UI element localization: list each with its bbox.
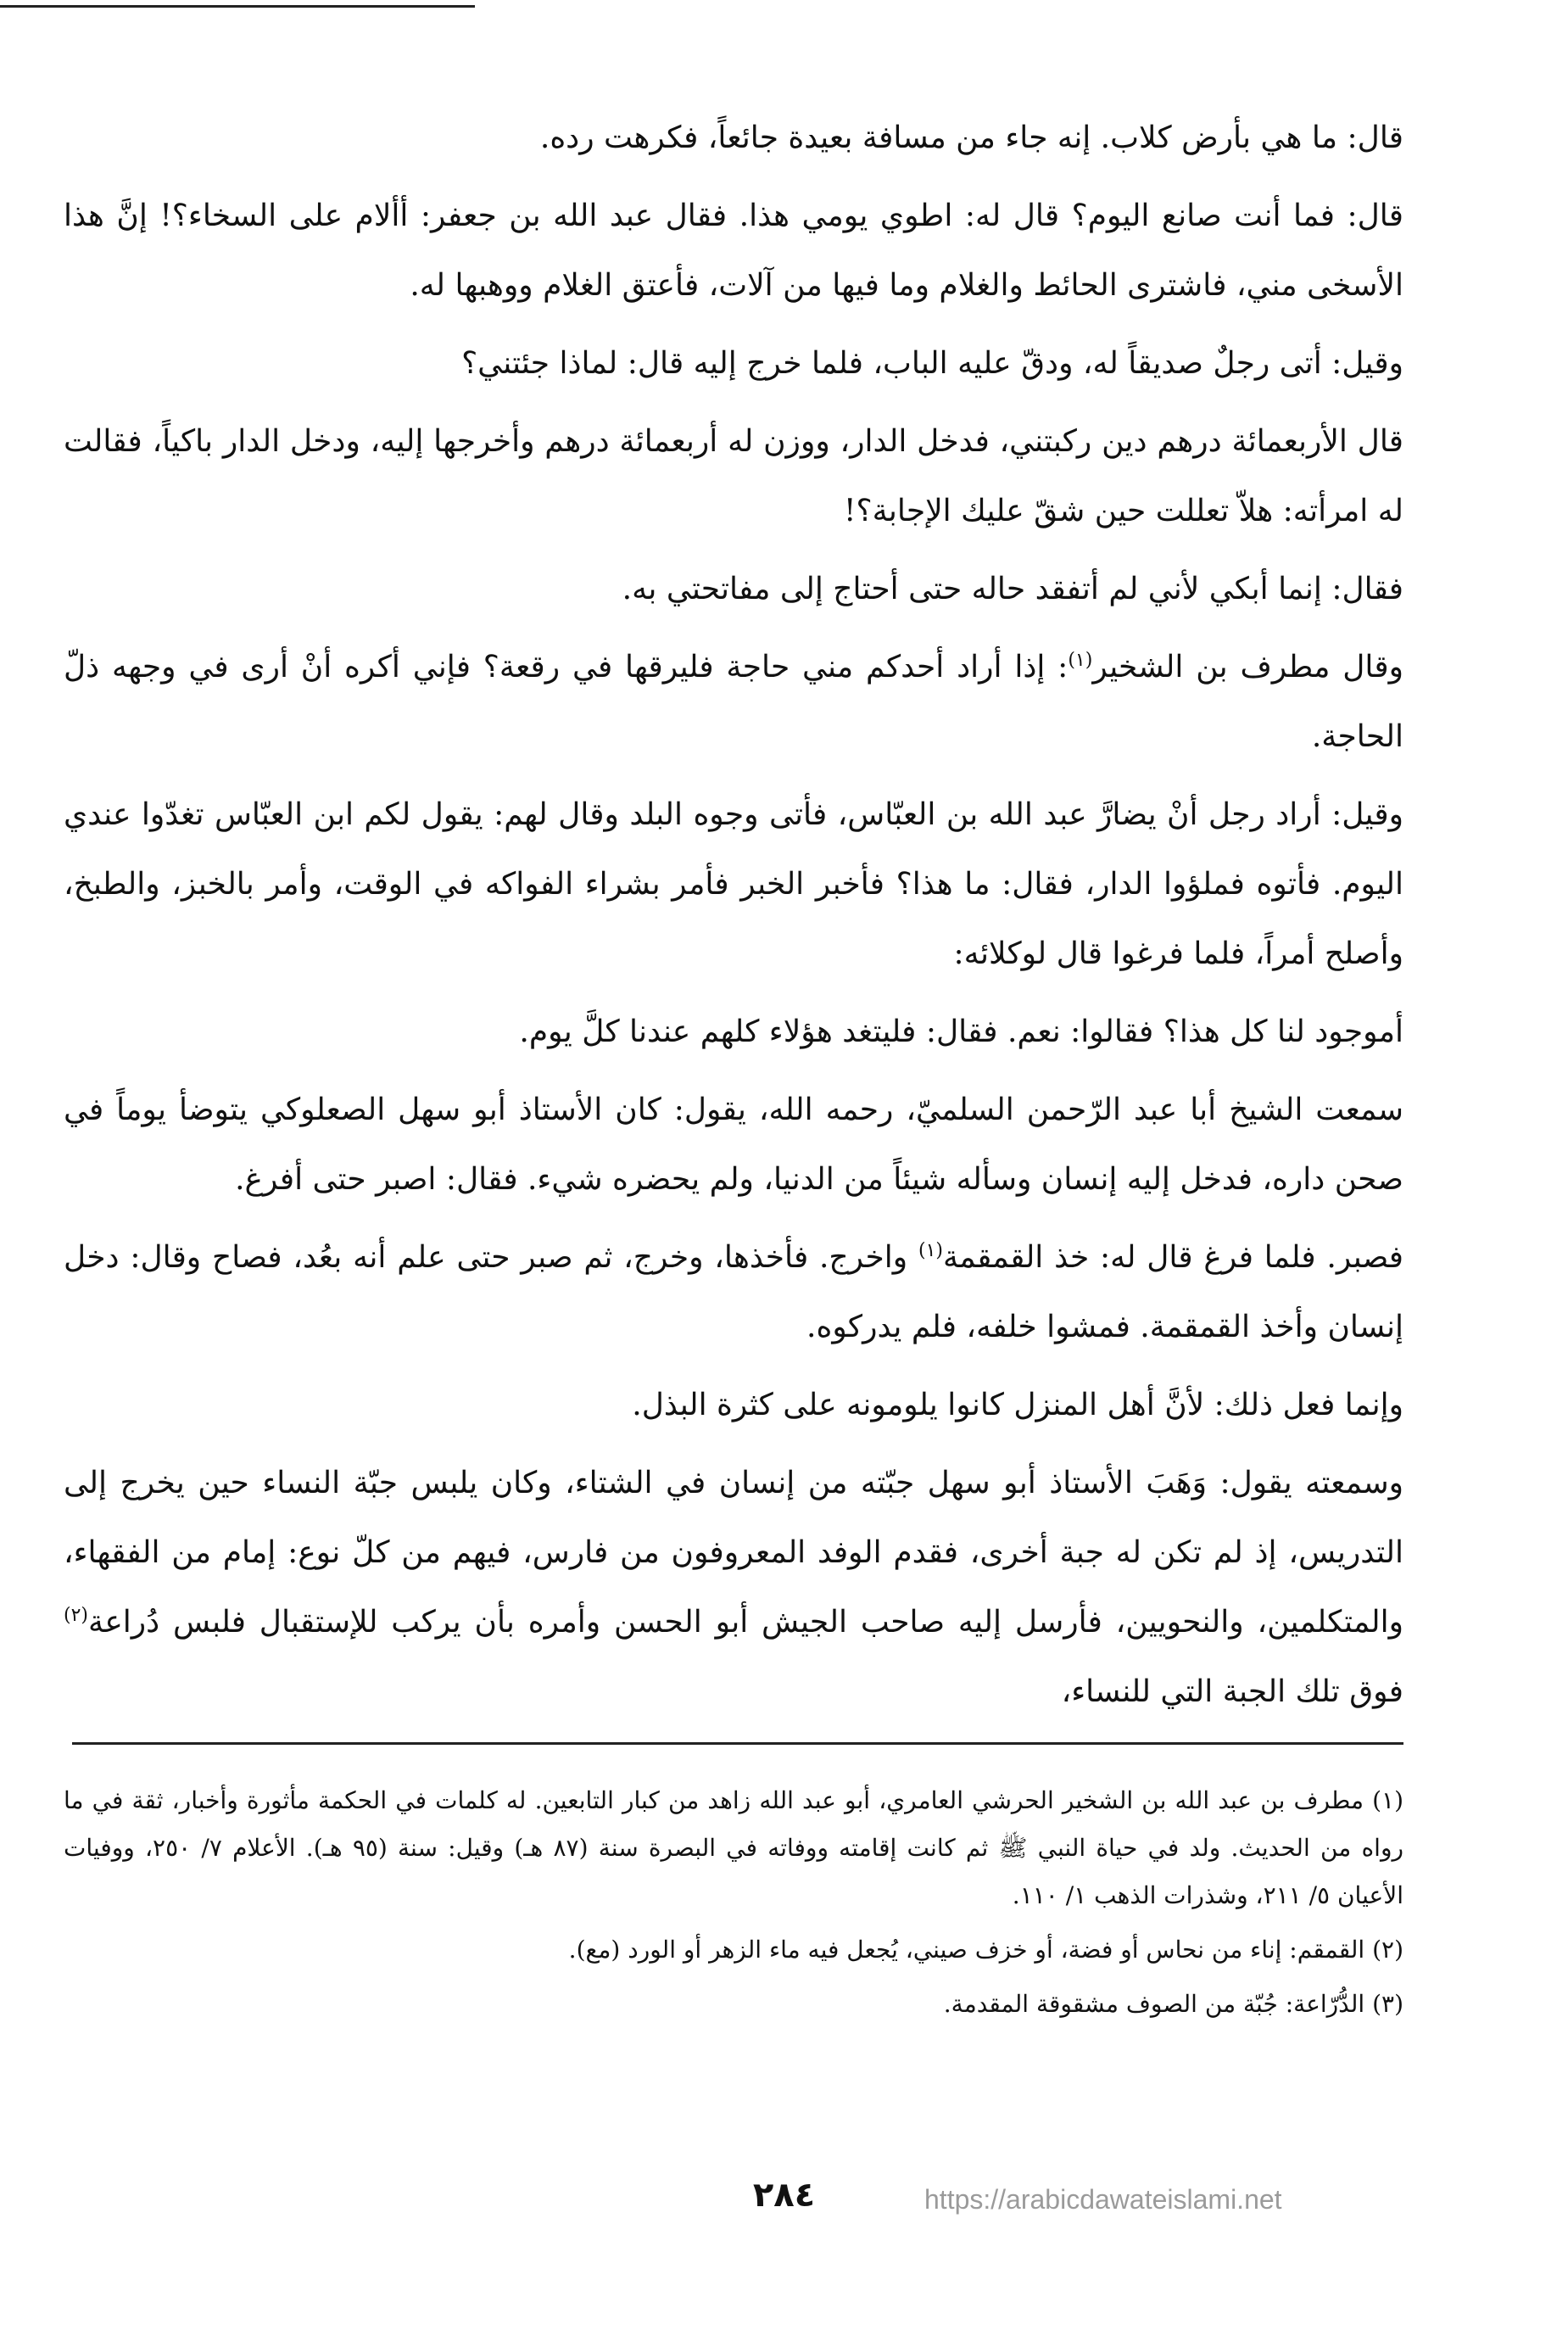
footnote-divider bbox=[72, 1742, 1403, 1745]
paragraph-9: سمعت الشيخ أبا عبد الرّحمن السلميّ، رحمه الله، يقول: كان الأستاذ أبو سهل الصعلوكي يتوضأ يوماً في صحن داره، فدخل إليه إنسان وسأله شيئاً من الدنيا، ولم يحضره شيء. فقال: اصبر حتى أفرغ. bbox=[64, 1092, 1403, 1197]
page-body bbox=[64, 103, 1403, 2035]
watermark-url: https://arabicdawateislami.net bbox=[924, 2184, 1282, 2215]
paragraph-10 bbox=[64, 1223, 1403, 1362]
page-number: ٢٨٤ bbox=[752, 2176, 816, 2215]
paragraph-12 bbox=[64, 1449, 1403, 1727]
paragraph-10-text-b: واخرج. فأخذها، وخرج، ثم صبر حتى علم أنه بعُد، فصاح وقال: دخل إنسان وأخذ القمقمة. فمشوا خلفه، فلم يدركوه. bbox=[64, 1240, 1403, 1344]
footnote-3: (٣) الدُّرّاعة: جُبّة من الصوف مشقوقة المقدمة. bbox=[943, 1990, 1403, 2018]
paragraph-6-text-b: : إذا أراد أحدكم مني حاجة فليرقها في رقعة؟ فإني أكره أنْ أرى في وجهه ذلّ الحاجة. bbox=[64, 650, 1403, 754]
paragraph-10-text-a: فصبر. فلما فرغ قال له: خذ القمقمة bbox=[942, 1240, 1403, 1275]
paragraph-12-text-b: فوق تلك الجبة التي للنساء، bbox=[1061, 1674, 1403, 1709]
footnote-2: (٢) القمقم: إناء من نحاس أو فضة، أو خزف صيني، يُجعل فيه ماء الزهر أو الورد (مع). bbox=[568, 1936, 1403, 1964]
paragraph-7: وقيل: أراد رجل أنْ يضارَّ عبد الله بن العبّاس، فأتى وجوه البلد وقال لهم: يقول لكم ابن العبّاس تغدّوا عندي اليوم. فأتوه فملؤوا الدار، فقال: ما هذا؟ فأخبر الخبر فأمر بشراء الفواكه في الوقت، وأمر بالخبز، والطبخ، وأصلح أمراً، فلما فرغوا قال لوكلائه: bbox=[64, 797, 1403, 971]
paragraph-6-text-a: وقال مطرف بن الشخير bbox=[1092, 650, 1403, 684]
footnote-marker-1: (١) bbox=[1068, 650, 1093, 671]
footnote-marker-1b: (١) bbox=[918, 1240, 943, 1261]
paragraph-3: وقيل: أتى رجلٌ صديقاً له، ودقّ عليه الباب، فلما خرج إليه قال: لماذا جئتني؟ bbox=[461, 346, 1403, 381]
paragraph-1: قال: ما هي بأرض كلاب. إنه جاء من مسافة بعيدة جائعاً، فكرهت رده. bbox=[539, 120, 1403, 155]
paragraph-6 bbox=[64, 633, 1403, 772]
footnote-marker-2: (٢) bbox=[64, 1605, 89, 1626]
paragraph-11: وإنما فعل ذلك: لأنَّ أهل المنزل كانوا يلومونه على كثرة البذل. bbox=[632, 1388, 1403, 1422]
paragraph-12-text-a: وسمعته يقول: وَهَبَ الأستاذ أبو سهل جبّته من إنسان في الشتاء، وكان يلبس جبّة النساء حين يخرج إلى التدريس، إذ لم تكن له جبة أخرى، فقدم الوفد المعروفون من فارس، فيهم من كلّ نوع: إمام من الفقهاء، والمتكلمين، والنحويين، فأرسل إليه صاحب الجيش أبو الحسن وأمره بأن يركب للإستقبال فلبس دُراعة bbox=[64, 1466, 1403, 1640]
paragraph-5: فقال: إنما أبكي لأني لم أتفقد حاله حتى أحتاج إلى مفاتحتي به. bbox=[622, 572, 1403, 606]
top-rule bbox=[0, 5, 475, 8]
paragraph-8: أموجود لنا كل هذا؟ فقالوا: نعم. فقال: فليتغد هؤلاء كلهم عندنا كلَّ يوم. bbox=[519, 1014, 1403, 1049]
paragraph-4: قال الأربعمائة درهم دين ركبتني، فدخل الدار، ووزن له أربعمائة درهم وأخرجها إليه، ودخل الدار باكياً، فقالت له امرأته: هلاّ تعللت حين شقّ عليك الإجابة؟! bbox=[64, 424, 1403, 528]
footnote-1: (١) مطرف بن عبد الله بن الشخير الحرشي العامري، أبو عبد الله زاهد من كبار التابعين. له كلمات في الحكمة مأثورة وأخبار، ثقة في ما رواه من الحديث. ولد في حياة النبي ﷺ ثم كانت إقامته ووفاته في البصرة سنة (٨٧ هـ) وقيل: سنة (٩٥ هـ). الأعلام ٧/ ٢٥٠، ووفيات الأعيان ٥/ ٢١١، وشذرات الذهب ١/ ١١٠. bbox=[64, 1786, 1403, 1909]
paragraph-2: قال: فما أنت صانع اليوم؟ قال له: اطوي يومي هذا. فقال عبد الله بن جعفر: أألام على السخاء؟! إنَّ هذا الأسخى مني، فاشترى الحائط والغلام وما فيها من آلات، فأعتق الغلام ووهبها له. bbox=[64, 198, 1403, 303]
